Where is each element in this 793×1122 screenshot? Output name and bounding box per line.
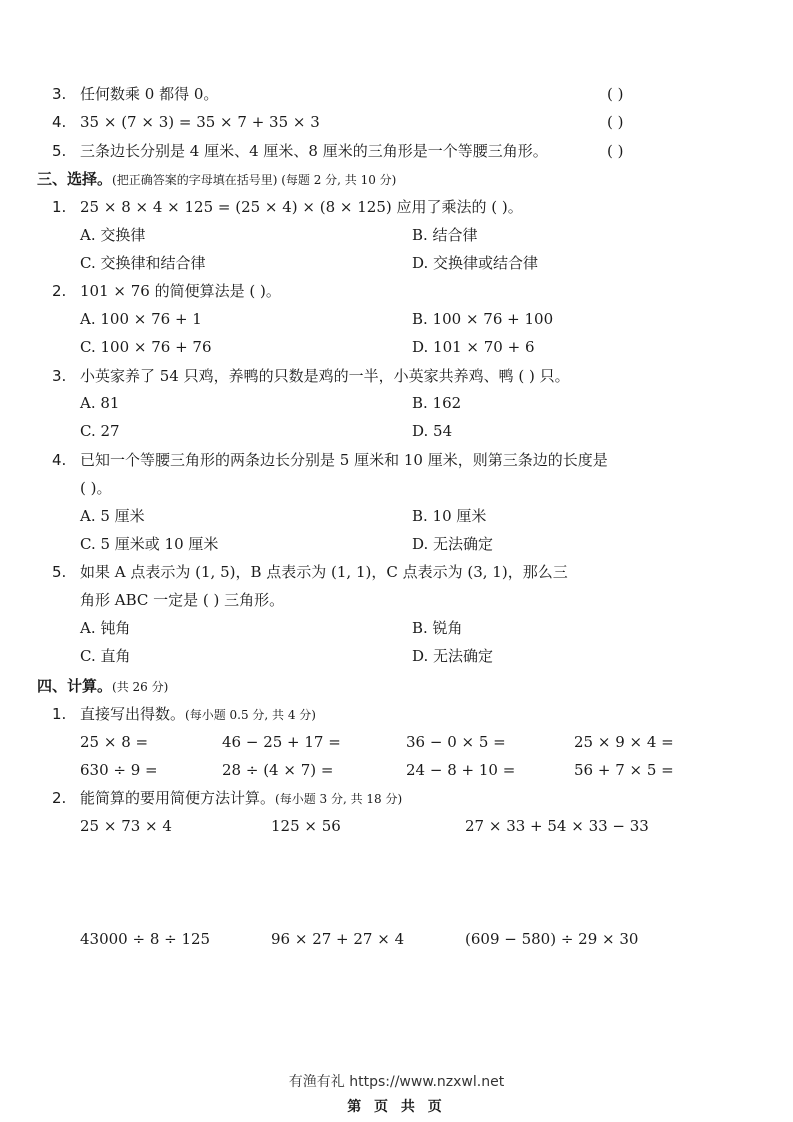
simplify-calc-item: 25 × 73 × 4 [80,817,172,835]
choice-5-number: 5. [52,563,67,581]
calc-1-number: 1. [52,705,67,723]
oral-calc-item: 24 − 8 + 10 = [406,761,516,779]
choice-5-option-c[interactable]: C. 直角 [80,647,131,665]
choice-2-option-d[interactable]: D. 101 × 70 + 6 [412,338,535,356]
simplify-calc-item: (609 − 580) ÷ 29 × 30 [465,930,639,948]
footer-page-number: 第 页 共 页 [347,1099,446,1115]
choice-2-number: 2. [52,282,67,300]
choice-3-number: 3. [52,367,67,385]
section-3-title: 三、选择。 [37,170,113,188]
judge-3-number: 3. [52,85,67,103]
calc-2-number: 2. [52,789,67,807]
footer-watermark: 有渔有礼 https://www.nzxwl.net [288,1074,505,1090]
judge-4-answer-paren[interactable]: ( ) [607,113,624,131]
choice-1-option-d[interactable]: D. 交换律或结合律 [412,254,539,272]
section-4-heading [37,676,168,697]
simplify-calc-item: 96 × 27 + 27 × 4 [271,930,405,948]
calc-1-instruction [80,704,316,725]
choice-3-option-a[interactable]: A. 81 [80,394,120,412]
judge-4-text: 35 × (7 × 3) = 35 × 7 + 35 × 3 [80,113,320,131]
judge-5-number: 5. [52,142,67,160]
section-4-title: 四、计算。 [37,677,113,695]
choice-1-number: 1. [52,198,67,216]
choice-2-option-a[interactable]: A. 100 × 76 + 1 [80,310,202,328]
choice-4-text: 已知一个等腰三角形的两条边长分别是 5 厘米和 10 厘米，则第三条边的长度是 [80,451,608,469]
calc-1-note: (每小题 0.5 分, 共 4 分) [185,708,316,722]
choice-4-option-c[interactable]: C. 5 厘米或 10 厘米 [80,535,219,553]
simplify-calc-item: 27 × 33 + 54 × 33 − 33 [465,817,649,835]
choice-3-option-d[interactable]: D. 54 [412,422,453,440]
oral-calc-item: 630 ÷ 9 = [80,761,158,779]
choice-5-text-continued: 角形 ABC 一定是 ( ) 三角形。 [80,591,285,609]
choice-2-option-b[interactable]: B. 100 × 76 + 100 [412,310,554,328]
simplify-calc-item: 43000 ÷ 8 ÷ 125 [80,930,211,948]
section-4-note: (共 26 分) [112,680,169,694]
oral-calc-item: 25 × 9 × 4 = [574,733,674,751]
judge-3-answer-paren[interactable]: ( ) [607,85,624,103]
judge-5-answer-paren[interactable]: ( ) [607,142,624,160]
choice-4-option-a[interactable]: A. 5 厘米 [80,507,145,525]
calc-2-note: (每小题 3 分, 共 18 分) [275,792,403,806]
choice-2-text: 101 × 76 的简便算法是 ( )。 [80,282,281,300]
choice-1-option-b[interactable]: B. 结合律 [412,226,478,244]
choice-2-option-c[interactable]: C. 100 × 76 + 76 [80,338,212,356]
choice-1-option-a[interactable]: A. 交换律 [80,226,146,244]
oral-calc-item: 28 ÷ (4 × 7) = [222,761,334,779]
choice-3-option-c[interactable]: C. 27 [80,422,120,440]
section-3-heading [37,169,396,190]
oral-calc-item: 25 × 8 = [80,733,149,751]
choice-4-option-b[interactable]: B. 10 厘米 [412,507,487,525]
judge-5-text: 三条边长分别是 4 厘米、4 厘米、8 厘米的三角形是一个等腰三角形。 [80,142,548,160]
oral-calc-item: 46 − 25 + 17 = [222,733,341,751]
choice-4-text-continued: ( )。 [80,479,112,497]
choice-1-text: 25 × 8 × 4 × 125 = (25 × 4) × (8 × 125) 应用了乘法的 ( )。 [80,198,523,216]
judge-3-text: 任何数乘 0 都得 0。 [80,85,219,103]
choice-5-option-a[interactable]: A. 钝角 [80,619,131,637]
choice-4-option-d[interactable]: D. 无法确定 [412,535,494,553]
section-3-note: (把正确答案的字母填在括号里) (每题 2 分, 共 10 分) [112,173,397,187]
choice-1-option-c[interactable]: C. 交换律和结合律 [80,254,206,272]
oral-calc-item: 56 + 7 × 5 = [574,761,674,779]
calc-2-text: 能简算的要用简便方法计算。 [80,789,276,807]
choice-3-text: 小英家养了 54 只鸡，养鸭的只数是鸡的一半，小英家共养鸡、鸭 ( ) 只。 [80,367,570,385]
choice-5-option-d[interactable]: D. 无法确定 [412,647,494,665]
calc-2-instruction [80,788,402,809]
choice-4-number: 4. [52,451,67,469]
simplify-calc-item: 125 × 56 [271,817,341,835]
choice-5-option-b[interactable]: B. 锐角 [412,619,463,637]
judge-4-number: 4. [52,113,67,131]
choice-5-text: 如果 A 点表示为 (1, 5)，B 点表示为 (1, 1)，C 点表示为 (3, 1)，那么三 [80,563,568,581]
calc-1-text: 直接写出得数。 [80,705,186,723]
oral-calc-item: 36 − 0 × 5 = [406,733,506,751]
choice-3-option-b[interactable]: B. 162 [412,394,462,412]
